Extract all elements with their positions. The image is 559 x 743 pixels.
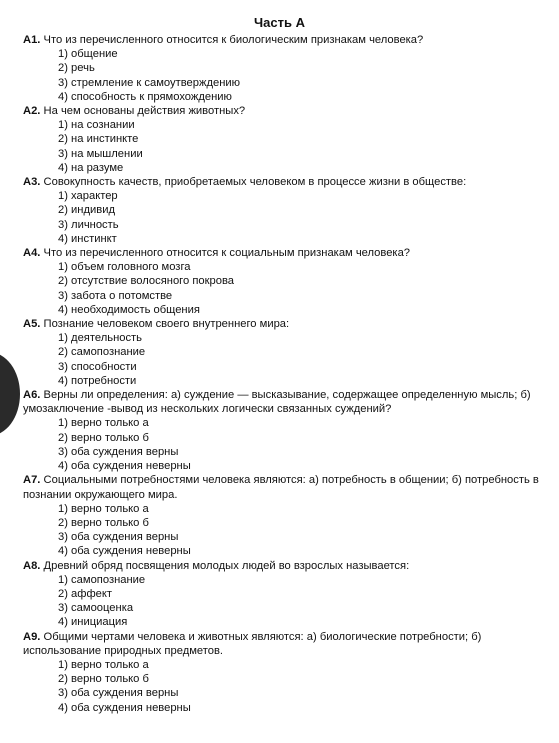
answer-option: 3) способности: [58, 360, 137, 373]
question-number: А8.: [23, 559, 41, 572]
answer-option: 3) оба суждения верны: [58, 531, 179, 544]
question-text: Верны ли определения: а) суждение — высказывание, содержащее определенную мысль; б) умозаключение -вывод из нескольких логически связанных суждений?: [23, 389, 531, 416]
answer-options: [23, 502, 539, 559]
question-a4: [23, 246, 539, 317]
answer-option: 1) верно только а: [58, 502, 149, 515]
answer-options: [23, 331, 539, 388]
section-title: Часть А: [254, 15, 305, 30]
answer-option: 2) самопознание: [58, 346, 146, 359]
questions-list: [23, 33, 539, 715]
answer-option: 4) инициация: [58, 616, 128, 629]
answer-options: [23, 416, 539, 473]
question-number: А1.: [23, 34, 41, 46]
question-text: Социальными потребностями человека являются: а) потребность в общении; б) потребность в познании окружающего мира.: [23, 474, 539, 501]
question-text: Что из перечисленного относится к социальным признакам человека?: [43, 247, 411, 260]
question-text: На чем основаны действия животных?: [43, 105, 246, 118]
answer-option: 2) верно только б: [58, 516, 149, 529]
answer-option: 1) на сознании: [58, 119, 135, 132]
answer-option: 4) способность к прямохождению: [58, 90, 232, 103]
answer-option: 2) индивид: [58, 204, 115, 217]
answer-option: 1) общение: [58, 48, 118, 61]
answer-options: [23, 189, 539, 246]
question-a1: [23, 33, 539, 104]
question-text: Общими чертами человека и животных являются: а) биологические потребности; б) использование природных предметов.: [23, 630, 482, 657]
answer-option: 2) верно только б: [58, 673, 149, 686]
shadow-blob: [0, 352, 20, 436]
answer-option: 1) характер: [58, 190, 118, 203]
answer-option: 3) оба суждения верны: [58, 445, 179, 458]
question-a5: [23, 317, 539, 388]
answer-option: 4) инстинкт: [58, 232, 117, 245]
answer-option: 1) объем головного мозга: [58, 261, 191, 274]
answer-option: 4) оба суждения неверны: [58, 545, 191, 558]
question-a3: [23, 175, 539, 246]
question-a7: [23, 473, 539, 558]
answer-option: 4) оба суждения неверны: [58, 701, 191, 714]
question-a2: [23, 104, 539, 175]
answer-option: 3) самооценка: [58, 602, 134, 615]
answer-options: [23, 118, 539, 175]
question-number: А2.: [23, 105, 41, 118]
answer-option: 3) личность: [58, 218, 119, 231]
answer-option: 2) аффект: [58, 587, 113, 600]
answer-option: 1) деятельность: [58, 332, 143, 345]
question-number: А5.: [23, 318, 41, 331]
question-number: А7.: [23, 474, 41, 487]
question-a6: [23, 388, 539, 473]
answer-option: 4) оба суждения неверны: [58, 460, 191, 473]
question-number: А6.: [23, 389, 41, 402]
answer-options: [23, 658, 539, 715]
answer-option: 2) речь: [58, 62, 95, 75]
answer-option: 4) необходимость общения: [58, 303, 200, 316]
question-number: А9.: [23, 630, 41, 643]
answer-option: 3) на мышлении: [58, 147, 143, 160]
answer-option: 2) на инстинкте: [58, 133, 139, 146]
question-a8: [23, 559, 539, 630]
question-number: А4.: [23, 247, 41, 260]
answer-options: [23, 47, 539, 104]
answer-option: 3) оба суждения верны: [58, 687, 179, 700]
answer-option: 2) отсутствие волосяного покрова: [58, 275, 234, 288]
answer-option: 1) самопознание: [58, 573, 146, 586]
question-text: Древний обряд посвящения молодых людей во взрослых называется:: [43, 559, 410, 572]
answer-option: 1) верно только а: [58, 417, 149, 430]
answer-option: 3) забота о потомстве: [58, 289, 173, 302]
question-text: Что из перечисленного относится к биологическим признакам человека?: [43, 34, 424, 46]
answer-option: 2) верно только б: [58, 431, 149, 444]
answer-options: [23, 260, 539, 317]
answer-option: 1) верно только а: [58, 658, 149, 671]
answer-option: 3) стремление к самоутверждению: [58, 76, 241, 89]
question-text: Познание человеком своего внутреннего мира:: [43, 318, 290, 331]
answer-option: 4) потребности: [58, 374, 137, 387]
question-number: А3.: [23, 176, 41, 189]
answer-option: 4) на разуме: [58, 161, 124, 174]
question-text: Совокупность качеств, приобретаемых человеком в процессе жизни в обществе:: [43, 176, 467, 189]
question-a9: [23, 630, 539, 715]
answer-options: [23, 573, 539, 630]
